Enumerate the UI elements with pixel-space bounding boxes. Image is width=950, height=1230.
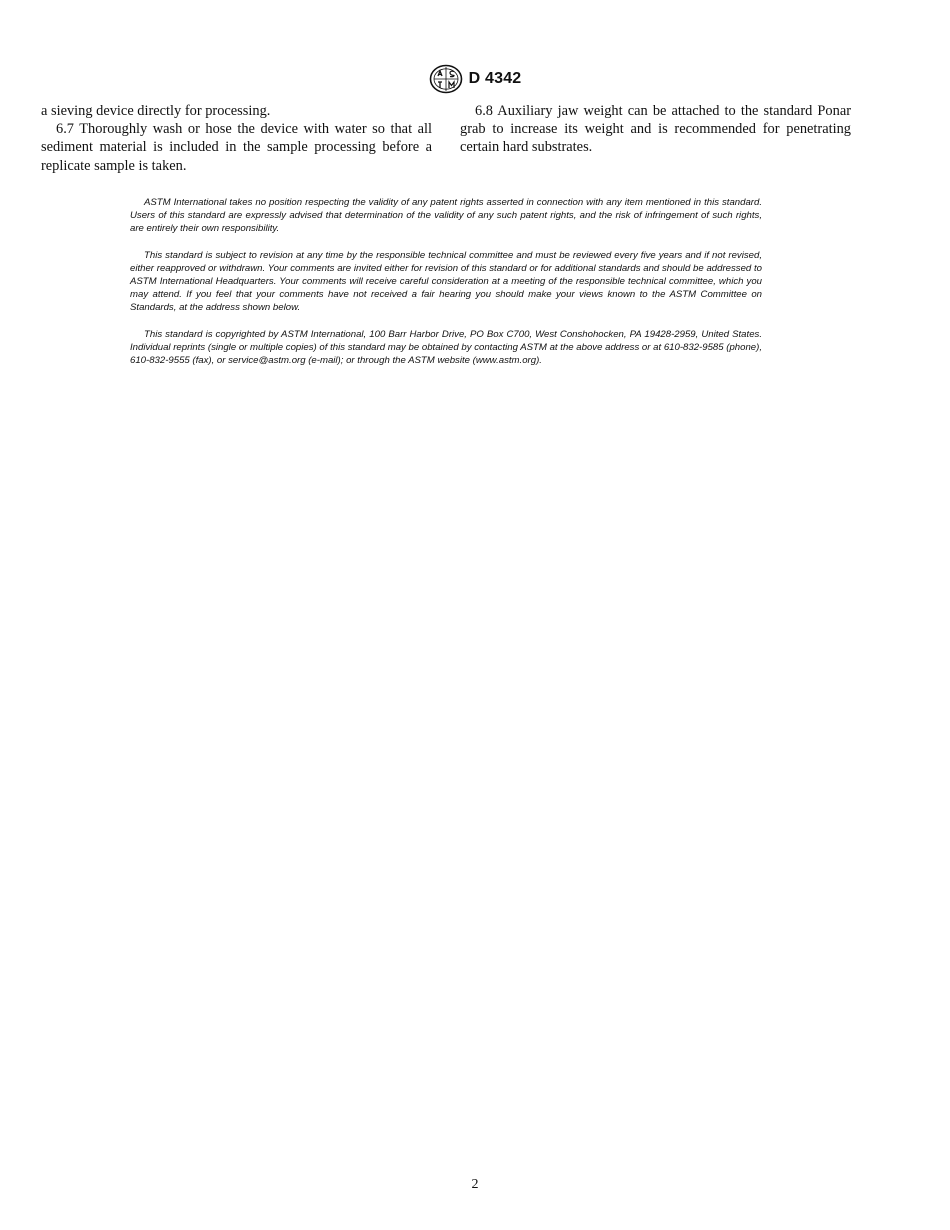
legal-notices: [130, 196, 762, 380]
page-number: 2: [471, 1177, 479, 1192]
astm-logo-icon: [429, 64, 463, 94]
paragraph-continuation: a sieving device directly for processing.: [41, 103, 271, 119]
body-columns: [41, 102, 851, 175]
paragraph-6-8: 6.8 Auxiliary jaw weight can be attached to the standard Ponar grab to increase its weight and is recommended for penetrating certain hard substrates.: [460, 103, 851, 156]
paragraph-6-7: 6.7 Thoroughly wash or hose the device with water so that all sediment material is included in the sample processing before a replicate sample is taken.: [41, 121, 432, 174]
patent-notice: ASTM International takes no position respecting the validity of any patent rights asserted in connection with any item mentioned in this standard. Users of this standard are expressly advised that determination of the validity of any such patent rights, and the risk of infringement of such rights, are entirely their own responsibility.: [130, 197, 762, 235]
revision-notice: This standard is subject to revision at any time by the responsible technical committee and must be reviewed every five years and if not revised, either reapproved or withdrawn. Your comments are invited either for revision of this standard or for additional standards and should be addressed to ASTM International Headquarters. Your comments will receive careful consideration at a meeting of the responsible technical committee, which you may attend. If you feel that your comments have not received a fair hearing you should make your views known to the ASTM Committee on Standards, at the address shown below.: [130, 249, 762, 314]
left-column: [41, 102, 432, 175]
page-header: [0, 64, 950, 94]
copyright-notice: This standard is copyrighted by ASTM International, 100 Barr Harbor Drive, PO Box C700, West Conshohocken, PA 19428-2959, United States. Individual reprints (single or multiple copies) of this standard may be obtained by contacting ASTM at the above address or at 610-832-9585 (phone), 610-832-9555 (fax), or service@astm.org (e-mail); or through the ASTM website (www.astm.org).: [130, 328, 762, 367]
right-column: [460, 102, 851, 175]
document-number: D 4342: [468, 70, 522, 87]
